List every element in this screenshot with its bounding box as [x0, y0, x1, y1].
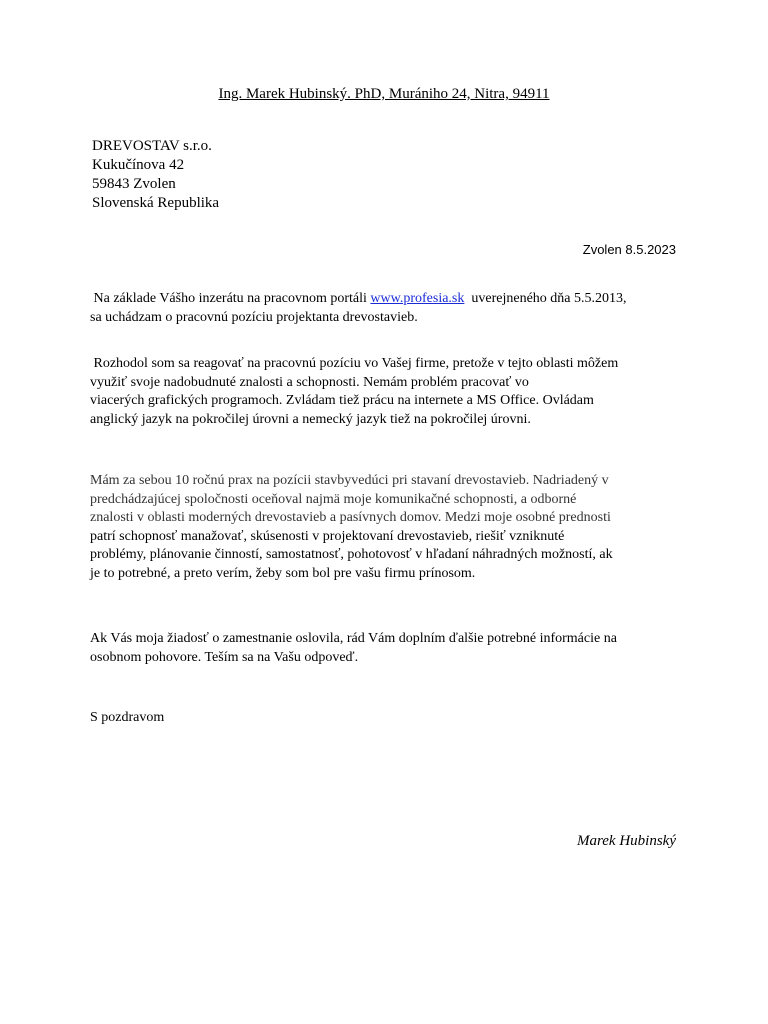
profesia-link[interactable]: www.profesia.sk: [370, 291, 465, 306]
paragraph-closing: [90, 630, 690, 667]
sender-address: Ing. Marek Hubinský. PhD, Muránіho 24, Nitra, 94911: [218, 86, 550, 102]
paragraph-experience-line: znalosti v oblasti moderných drevostavieb a pasívnych domov. Medzi moje osobné prednosti: [90, 510, 611, 525]
paragraph-intro: [90, 290, 690, 327]
paragraph-motivation: [90, 355, 690, 429]
paragraph-motivation-line: viacerých grafických programoch. Zvládam tiež prácu na internete a MS Office. Ovládam: [90, 393, 594, 408]
greeting: S pozdravom: [90, 710, 165, 725]
intro-text-before-link: Na základe Vášho inzerátu na pracovnom portáli: [93, 291, 367, 306]
paragraph-experience-line: patrí schopnosť manažovať, skúsenosti v projektovaní drevostavieb, riešiť vzniknuté: [90, 528, 565, 544]
recipient-company: DREVOSTAV s.r.o.: [92, 138, 212, 154]
paragraph-intro-line-1: [90, 290, 690, 309]
recipient-address: [92, 137, 219, 213]
paragraph-motivation-line: využiť svoje nadobudnuté znalosti a schopnosti. Nemám problém pracovať vo: [90, 374, 529, 390]
paragraph-motivation-text: Rozhodol som sa reagovať na pracovnú pozíciu vo Vašej firme, pretože v tejto oblasti môžem: [93, 356, 619, 371]
paragraph-experience-line: predchádzajúcej spoločnosti oceňoval najmä moje komunikačné schopnosti, a odborné: [90, 491, 577, 507]
paragraph-motivation-line: [90, 355, 690, 374]
recipient-city: 59843 Zvolen: [92, 176, 176, 192]
paragraph-experience: [90, 472, 690, 583]
paragraph-experience-line: je to potrebné, a preto verím, žeby som bol pre vašu firmu prínosom.: [90, 565, 476, 581]
paragraph-experience-line: problémy, plánovanie činností, samostatnosť, pohotovosť v hľadaní náhradných možností, ak: [90, 547, 613, 562]
intro-text-after-link: uverejneného dňa 5.5.2013,: [471, 291, 627, 306]
signature: Marek Hubinský: [577, 833, 676, 849]
letter-date: Zvolen 8.5.2023: [582, 242, 676, 257]
paragraph-closing-line: osobnom pohovore. Teším sa na Vašu odpoveď.: [90, 649, 359, 665]
recipient-street: Kukučínova 42: [92, 157, 185, 173]
paragraph-experience-line: Mám za sebou 10 ročnú prax na pozícii stavbyvedúci pri stavaní drevostavieb. Nadriadený v: [90, 473, 609, 488]
paragraph-motivation-line: anglický jazyk na pokročilej úrovni a nemecký jazyk tiež na pokročilej úrovni.: [90, 411, 531, 427]
paragraph-closing-line: Ak Vás moja žiadosť o zamestnanie oslovila, rád Vám doplním ďalšie potrebné informácie na: [90, 631, 617, 646]
recipient-country: Slovenská Republika: [92, 195, 220, 211]
paragraph-intro-line-2: sa uchádzam o pracovnú pozíciu projektanta drevostavieb.: [90, 309, 418, 325]
